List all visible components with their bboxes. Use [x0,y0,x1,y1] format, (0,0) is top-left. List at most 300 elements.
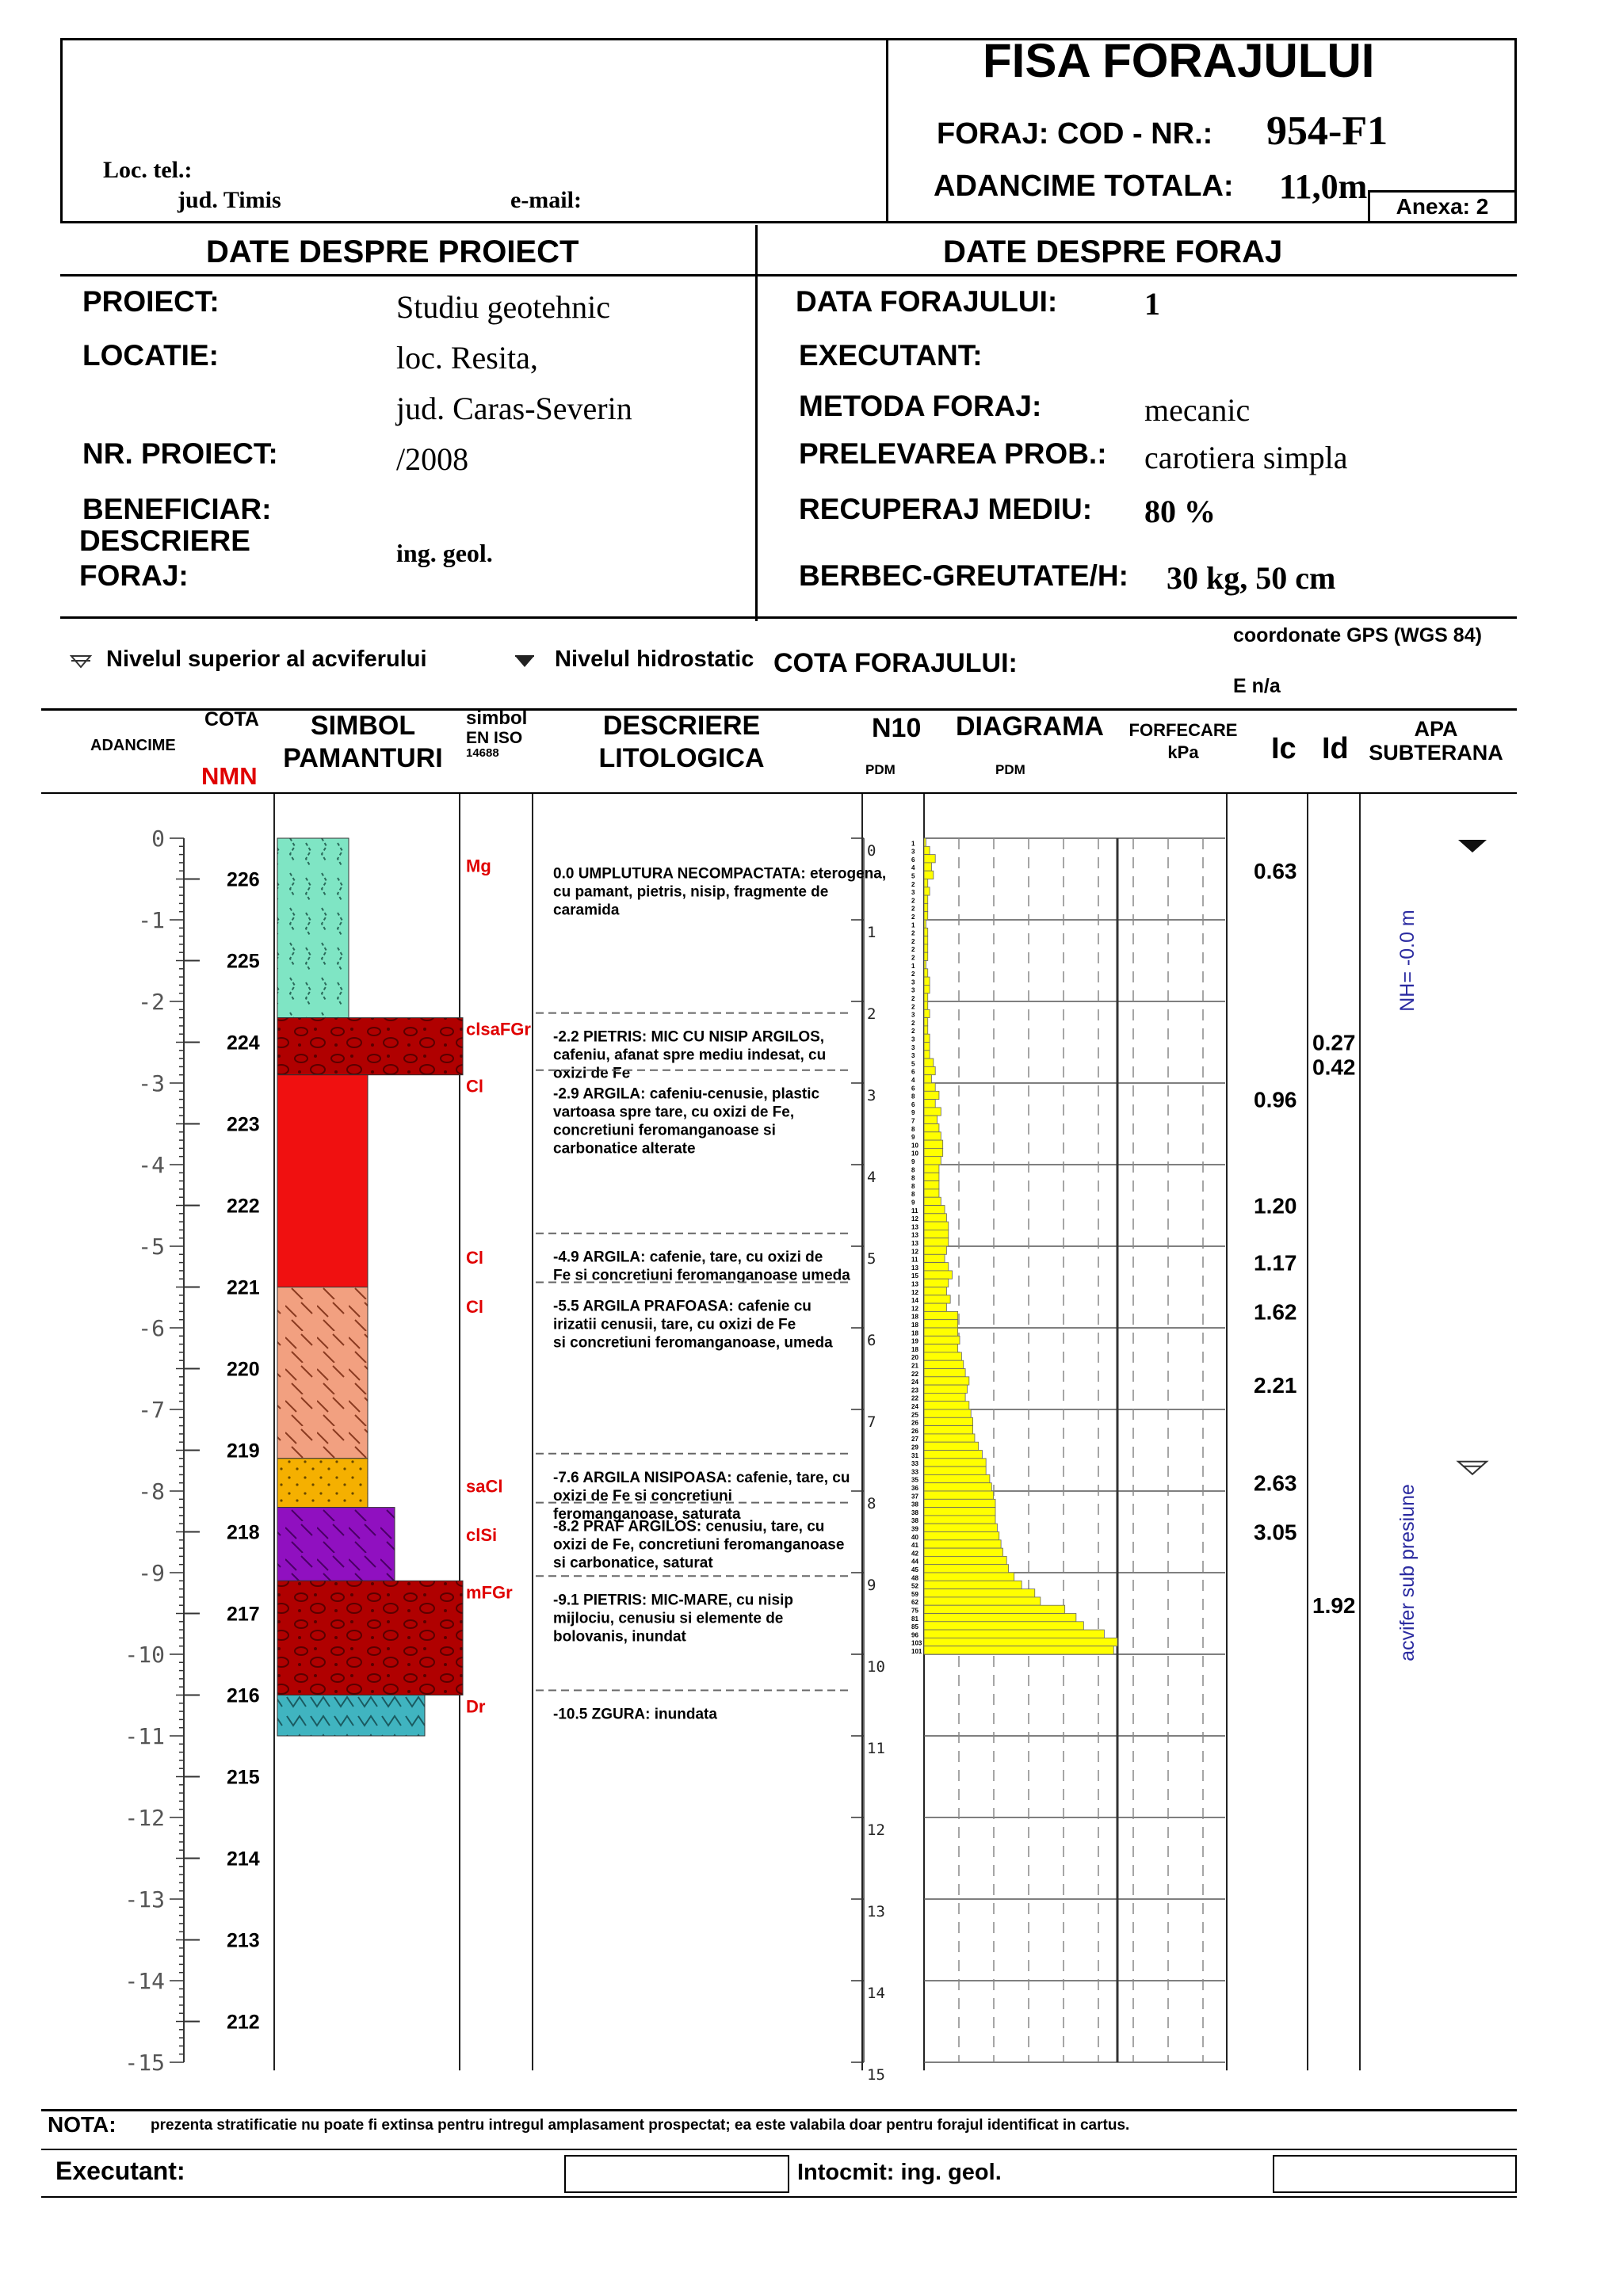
diagram-bar [924,1083,935,1091]
layer-description-line: -10.5 ZGURA: inundata [553,1706,717,1723]
email: e-mail: [510,187,582,213]
diagram-bar-label: 2 [911,1028,915,1035]
layer-description-line: Fe si concretiuni feromanganoase umeda [553,1267,850,1284]
foraj-cod-value: 954-F1 [1266,109,1388,154]
locatie-value-2: jud. Caras-Severin [396,391,632,426]
diagram-bar-label: 1 [911,840,915,848]
intocmit-signature-box[interactable] [1273,2155,1517,2193]
diagram-bar [924,1303,946,1311]
layer-symbol: Cl [466,1296,483,1317]
diagram-bar-label: 37 [911,1493,918,1501]
col-ic: Ic [1271,732,1296,765]
page-title: FISA FORAJULUI [983,34,1375,87]
diagram-bar-label: 2 [911,913,915,921]
layer-symbol: clSi [466,1525,498,1546]
diagram-bar-label: 27 [911,1436,918,1444]
layer-description-line: concretiuni feromanganoase si [553,1122,776,1139]
diagram-bar-label: 75 [911,1607,918,1615]
diagram-bar [924,1230,949,1238]
diagram-bar-label: 19 [911,1337,918,1345]
prelevare-value: carotiera simpla [1144,440,1348,475]
col-adancime: ADANCIME [90,737,176,754]
diagram-bar-label: 24 [911,1379,918,1386]
layer-symbol: Cl [466,1076,483,1097]
diagram-bar-label: 62 [911,1599,918,1607]
col-descriere-line1: DESCRIERE [602,711,761,741]
proiect-label: PROIECT: [82,285,220,318]
diagram-bar-label: 101 [911,1648,922,1655]
cota-label: 217 [227,1603,260,1626]
diagram-bar [924,1466,986,1474]
diagram-bar [924,1140,943,1148]
soil-layer [277,1075,368,1287]
diagram-bar-label: 2 [911,1003,915,1011]
diagram-bar [924,1206,945,1214]
diagram-bar-label: 40 [911,1533,918,1541]
diagram-bar-label: 15 [911,1272,918,1280]
diagram-bar [924,1499,995,1507]
diagram-bar-label: 85 [911,1623,918,1631]
diagram-bar-label: 12 [911,1215,918,1223]
col-simbol-en-line1: simbol [466,707,528,729]
diagram-bar-label: 13 [911,1264,918,1272]
beneficiar-label: BENEFICIAR: [82,493,272,525]
layer-description-line: vartoasa spre tare, cu oxizi de Fe, [553,1104,795,1121]
layer-description-line: oxizi de Fe [553,1065,631,1082]
cota-label: 218 [227,1521,260,1544]
diagram-bar [924,1605,1065,1613]
diagram-bar-label: 4 [911,1077,915,1084]
pdm-label: 1 [867,924,876,941]
diagram-bar-label: 31 [911,1451,918,1459]
layer-description-line: -9.1 PIETRIS: MIC-MARE, cu nisip [553,1592,793,1609]
diagram-bar [924,1336,960,1344]
diagram-bar [924,977,930,985]
diagram-bar-label: 3 [911,889,915,897]
diagram-bar [924,928,928,936]
layer-symbol: mFGr [466,1582,513,1603]
descriere-foraj-label-1: DESCRIERE [79,524,250,557]
diagram-bar [924,1483,991,1491]
layer-symbol: saCl [466,1476,503,1497]
depth-label: -10 [124,1642,165,1668]
diagram-bar [924,1630,1104,1638]
diagram-bar-label: 12 [911,1248,918,1256]
foraj-cod-label: FORAJ: COD - NR.: [937,117,1213,151]
diagram-bar-label: 36 [911,1485,918,1492]
diagram-bar-label: 20 [911,1354,918,1362]
layer-symbol: Cl [466,1248,483,1268]
soil-layer [277,1459,368,1508]
locatie-value-1: loc. Resita, [396,340,538,376]
diagram-bar [924,1320,958,1328]
metoda-label: METODA FORAJ: [799,390,1042,422]
descriere-foraj-label-2: FORAJ: [79,559,189,592]
diagram-bar-label: 3 [911,848,915,856]
recuperaj-label: RECUPERAJ MEDIU: [799,493,1093,525]
layer-description-line: -8.2 PRAF ARGILOS: cenusiu, tare, cu [553,1518,825,1535]
diagram-bar-label: 13 [911,1280,918,1288]
proiect-heading: DATE DESPRE PROIECT [206,235,579,269]
diagram-bar [924,1263,949,1271]
layer-description-line: carbonatice alterate [553,1140,696,1158]
diagram-bar [924,961,926,969]
diagram-bar [924,1189,939,1197]
diagram-bar [924,1556,1006,1564]
footer-top-line [41,2109,1517,2111]
diagram-bar [924,1066,935,1074]
diagram-bar [924,1638,1117,1646]
diagram-bar-label: 13 [911,1231,918,1239]
diagram-bar-label: 14 [911,1297,918,1305]
diagram-bar [924,985,930,993]
intocmit-footer: Intocmit: ing. geol. [797,2160,1002,2185]
berbec-label: BERBEC-GREUTATE/H: [799,559,1128,592]
diagram-bar [924,1565,1009,1573]
cota-label: 220 [227,1358,260,1381]
berbec-value: 30 kg, 50 cm [1167,560,1336,596]
diagram-bar [924,1459,986,1466]
diagram-bar-label: 2 [911,929,915,937]
diagram-bar [924,1157,941,1165]
diagram-bar-label: 2 [911,946,915,954]
diagram-bar-label: 38 [911,1501,918,1508]
depth-label: -7 [138,1397,165,1423]
diagram-bar [924,1058,934,1066]
diagram-bar-label: 7 [911,1117,915,1125]
descriere-foraj-value: ing. geol. [396,539,493,567]
cota-label: 214 [227,1848,260,1871]
diagram-bar [924,1165,939,1173]
diagram-bar-label: 13 [911,1223,918,1231]
diagram-bar [924,1034,930,1042]
diagram-bar [924,1369,965,1377]
layer-description-line: -7.6 ARGILA NISIPOASA: cafenie, tare, cu [553,1469,850,1486]
diagram-bar-label: 23 [911,1386,918,1394]
diagram-bar [924,1451,982,1459]
diagram-bar-label: 5 [911,872,915,880]
ic-value: 0.63 [1254,859,1297,884]
diagram-bar [924,1287,946,1295]
layer-description-line: oxizi de Fe si concretiuni [553,1487,732,1505]
diagram-bar [924,1417,973,1425]
diagram-bar-label: 6 [911,1085,915,1093]
diagram-bar-label: 5 [911,1060,915,1068]
nh-label: NH= -0.0 m [1396,910,1419,1012]
diagram-bar-label: 3 [911,1011,915,1019]
layer-description-line: bolovanis, inundat [553,1628,686,1646]
cota-label: 221 [227,1276,260,1299]
diagram-bar [924,1238,949,1246]
diagram-bar-label: 8 [911,1125,915,1133]
diagram-bar [924,1377,969,1385]
soil-layer [277,1287,368,1459]
diagram-bar [924,1001,928,1009]
diagram-bar-label: 8 [911,1093,915,1100]
diagram-bar [924,1589,1035,1597]
diagram-bar-label: 96 [911,1631,918,1639]
adancime-value: 11,0m [1279,167,1368,206]
depth-label: 0 [151,826,165,852]
diagram-bar [924,1491,994,1499]
pdm-label: 6 [867,1332,876,1349]
cota-label: 224 [227,1032,260,1055]
diagram-bar-label: 8 [911,1166,915,1174]
layer-description-line: cu pamant, pietris, nisip, fragmente de [553,883,829,901]
diagram-bar-label: 2 [911,897,915,905]
layer-symbol: Mg [466,856,491,876]
soil-layer [277,1018,463,1075]
diagram-bar-label: 26 [911,1427,918,1435]
diagram-bar-label: 6 [911,1068,915,1076]
pdm-label: 8 [867,1495,876,1512]
pdm-label: 7 [867,1413,876,1431]
diagram-bar [924,1108,941,1116]
diagram-bar-label: 35 [911,1476,918,1484]
diagram-bar [924,1254,945,1262]
layer-description-line: 0.0 UMPLUTURA NECOMPACTATA: eterogena, [553,865,887,883]
nr-proiect-value: /2008 [396,441,469,477]
depth-label: -1 [138,907,165,933]
layer-description-line: -2.9 ARGILA: cafeniu-cenusie, plastic [553,1085,820,1103]
diagram-bar [924,887,930,895]
diagram-bar-label: 2 [911,954,915,962]
diagram-bar [924,1597,1041,1605]
diagram-bar [924,855,935,863]
pdm-label: 10 [867,1658,885,1676]
diagram-bar [924,1181,939,1189]
diagram-bar [924,1100,935,1108]
diagram-bar-label: 11 [911,1207,918,1215]
diagram-bar [924,1148,943,1156]
nh-level-icon [1458,840,1487,852]
diagram-bar-label: 6 [911,856,915,864]
executant-footer: Executant: [55,2157,185,2185]
diagram-bar-label: 1 [911,921,915,929]
depth-label: -3 [138,1070,165,1097]
layer-description-line: -4.9 ARGILA: cafenie, tare, cu oxizi de [553,1249,823,1266]
col-apa-line1: APA [1414,717,1458,741]
nota-text: prezenta stratificatie nu poate fi extinsa pentru intregul amplasament prospectat; ea este valabila doar pentru forajul identificat in cartus. [151,2117,1130,2134]
diagram-bar [924,912,928,920]
depth-label: -11 [124,1723,165,1749]
depth-label: -15 [124,2050,165,2076]
data-forajului-value: 1 [1144,286,1160,322]
cota-label: 223 [227,1113,260,1136]
depth-label: -5 [138,1234,165,1260]
cota-label: 215 [227,1766,260,1789]
diagram-bar [924,895,928,903]
diagram-bar [924,1214,946,1222]
layer-description-line: feromanganoase, saturata [553,1505,741,1523]
metoda-value: mecanic [1144,392,1251,428]
diagram-bar-label: 29 [911,1444,918,1451]
diagram-bar [924,1091,939,1099]
diagram-bar-label: 9 [911,1109,915,1117]
ic-value: 2.21 [1254,1373,1297,1398]
col-n10-pdm: PDM [865,762,896,777]
diagram-bar [924,879,928,887]
diagram-bar [924,969,928,977]
diagram-bar [924,1360,964,1368]
col-nmn: NMN [201,762,258,790]
diagram-bar [924,1532,999,1540]
prelevare-label: PRELEVAREA PROB.: [799,437,1107,470]
diagram-bar-label: 3 [911,978,915,986]
diagram-bar [924,920,926,928]
coordonate-label: coordonate GPS (WGS 84) [1233,624,1482,646]
col-apa-line2: SUBTERANA [1369,740,1503,765]
cota-label: 222 [227,1195,260,1218]
cota-label: 216 [227,1684,260,1707]
col-simbol-line2: PAMANTURI [283,743,443,774]
cota-label: 213 [227,1929,260,1952]
diagram-bar [924,1328,958,1336]
col-diagrama-pdm: PDM [995,762,1025,777]
col-descriere-line2: LITOLOGICA [598,743,765,774]
depth-label: -12 [124,1805,165,1831]
diagram-bar [924,1075,931,1083]
diagram-bar [924,1426,973,1434]
diagram-bar [924,1385,967,1393]
diagram-bar [924,1508,995,1516]
jud: jud. Timis [178,187,281,213]
diagram-bar [924,1474,990,1482]
executant-signature-box[interactable] [564,2155,789,2193]
diagram-bar [924,1279,949,1287]
layer-description-line: -2.2 PIETRIS: MIC CU NISIP ARGILOS, [553,1028,825,1046]
soil-layer [277,838,349,1018]
col-simbol-line1: SIMBOL [310,711,416,741]
diagram-bar-label: 3 [911,986,915,994]
diagram-bar [924,1524,997,1531]
diagram-bar [924,846,930,854]
pdm-label: 0 [867,842,876,860]
diagram-bar-label: 33 [911,1460,918,1468]
diagram-bar-label: 8 [911,1182,915,1190]
diagram-bar-label: 45 [911,1566,918,1573]
diagram-bar [924,1043,930,1051]
diagram-bar-label: 2 [911,971,915,978]
diagram-bar [924,1409,971,1417]
diagram-bar-label: 25 [911,1411,918,1419]
diagram-bar [924,1516,995,1524]
diagram-bar-label: 18 [911,1345,918,1353]
id-value: 1.92 [1312,1593,1356,1619]
diagram-bar [924,1197,941,1205]
diagram-bar [924,1124,939,1132]
diagram-bar [924,863,931,871]
layer-description-line: caramida [553,902,620,919]
diagram-bar-label: 10 [911,1150,918,1158]
pdm-label: 5 [867,1250,876,1268]
diagram-bar-label: 81 [911,1615,918,1623]
diagram-bar [924,1026,928,1034]
diagram-bar-label: 8 [911,1174,915,1182]
pdm-label: 15 [867,2066,885,2084]
diagram-bar-label: 4 [911,864,915,872]
col-forfecare-line1: FORFECARE [1128,720,1238,740]
diagram-bar-label: 103 [911,1639,922,1647]
diagram-bar-label: 48 [911,1574,918,1582]
layer-description-line: oxizi de Fe, concretiuni feromanganoase [553,1536,845,1554]
soil-layer [277,1508,395,1581]
anexa-label: Anexa: 2 [1396,194,1489,219]
diagram-bar-label: 11 [911,1256,918,1264]
diagram-bar-label: 12 [911,1305,918,1313]
diagram-bar-label: 38 [911,1517,918,1525]
depth-label: -4 [138,1152,165,1178]
col-simbol-en-line2: EN ISO [466,729,523,748]
col-simbol-en-line3: 14688 [466,746,499,761]
diagram-bar [924,1581,1022,1589]
footer-mid-line [41,2149,1517,2150]
diagram-bar [924,1344,958,1352]
diagram-bar [924,1132,941,1140]
cota-label: 225 [227,950,260,973]
diagram-bar [924,1271,953,1279]
data-forajului-label: DATA FORAJULUI: [796,285,1058,318]
diagram-bar-label: 18 [911,1322,918,1329]
layer-symbol: clsaFGr [466,1019,531,1039]
soil-layer [277,1695,425,1737]
loc-tel: Loc. tel.: [103,157,193,183]
executant-label: EXECUTANT: [799,339,983,372]
diagram-bar-label: 2 [911,1019,915,1027]
diagram-bar [924,1402,969,1409]
diagram-bar-label: 52 [911,1582,918,1590]
diagram-bar-label: 3 [911,1052,915,1060]
layer-description-line: irizatii cenusii, tare, cu oxizi de Fe [553,1316,796,1333]
layer-description-line: cafeniu, afanat spre mediu indesat, cu [553,1047,827,1064]
cota-label: 212 [227,2011,260,2034]
pdm-label: 9 [867,1577,876,1594]
diagram-bar-label: 2 [911,905,915,913]
diagram-bar-label: 13 [911,1240,918,1247]
ic-value: 0.96 [1254,1087,1297,1112]
diagram-bar [924,871,934,879]
ic-value: 3.05 [1254,1520,1297,1545]
diagram-bar [924,1540,1001,1548]
pdm-label: 3 [867,1087,876,1104]
diagram-bar [924,1393,965,1401]
diagram-bar-label: 9 [911,1158,915,1165]
col-diagrama: DIAGRAMA [956,711,1104,742]
diagram-bar-label: 6 [911,1100,915,1108]
diagram-bar-label: 2 [911,937,915,945]
diagram-bar [924,1434,975,1442]
depth-label: -13 [124,1886,165,1913]
diagram-bar [924,1548,1002,1556]
diagram-bar [924,1222,949,1230]
layer-description-line: si carbonatice, saturat [553,1554,713,1572]
diagram-bar-label: 44 [911,1558,918,1566]
diagram-bar [924,1352,961,1360]
locatie-label: LOCATIE: [82,339,219,372]
diagram-bar-label: 3 [911,1043,915,1051]
depth-label: -14 [124,1968,165,1994]
diagram-bar [924,1018,928,1026]
diagram-bar [924,1295,950,1303]
cota-label: 226 [227,868,260,891]
depth-label: -6 [138,1315,165,1341]
diagram-bar-label: 41 [911,1542,918,1550]
col-n10: N10 [872,713,922,743]
diagram-bar [924,1311,958,1319]
diagram-bar-label: 24 [911,1403,918,1410]
pdm-label: 11 [867,1740,885,1757]
cota-forajului-label: COTA FORAJULUI: [773,648,1018,678]
